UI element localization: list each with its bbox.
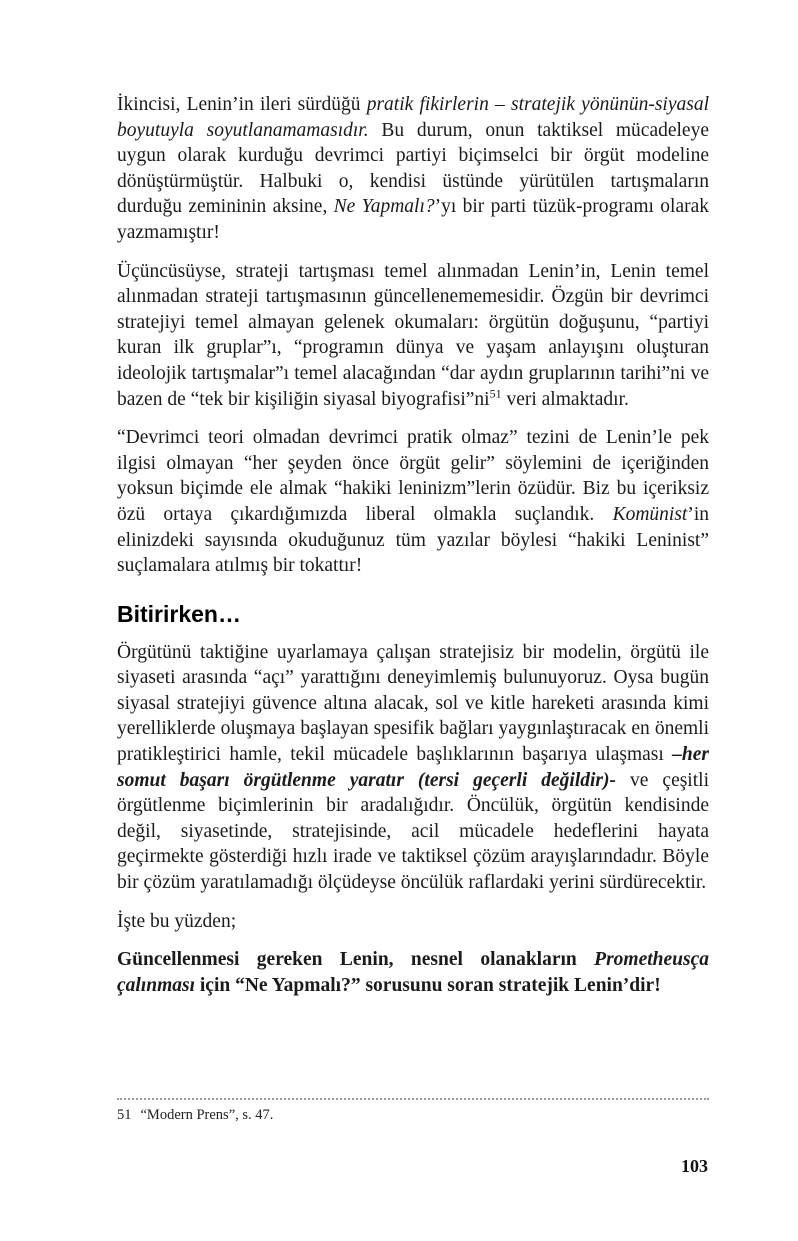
paragraph-ikincisi xyxy=(117,92,709,246)
paragraph-emphasis-closing xyxy=(117,947,709,998)
text-run: için “Ne Yapmalı?” sorusunu soran stratejik Lenin’dir! xyxy=(195,974,661,996)
section-heading: Bitirirken… xyxy=(117,600,241,627)
text-run: ’in elinizdeki sayısında okuduğunuz tüm yazılar böylesi “hakiki Leninist” suçlamalara atılmış bir tokattır! xyxy=(117,503,709,577)
footnote xyxy=(117,1106,709,1125)
paragraph-devrimci-teori xyxy=(117,425,709,579)
text-block xyxy=(117,92,709,1011)
footnote-divider xyxy=(117,1098,709,1100)
text-run: Güncellenmesi gereken Lenin, nesnel olanakların xyxy=(117,949,595,971)
text-run: İşte bu yüzden; xyxy=(117,910,237,932)
text-run: Prometheusça çalınması xyxy=(117,949,709,996)
paragraph-ucuncusuyse xyxy=(117,259,709,413)
footnote-reference: 51 xyxy=(489,386,502,401)
footnote-text: “Modern Prens”, s. 47. xyxy=(140,1107,274,1123)
text-run: İkincisi, Lenin’in ileri sürdüğü xyxy=(117,94,367,115)
paragraph-orgutunu xyxy=(117,640,709,896)
text-run: “Devrimci teori olmadan devrimci pratik olmaz” tezini de Lenin’le pek ilgisi olmayan “her şeyden önce örgüt gelir” söylemini de içeriğinden yoksun biçimde ele almak “hakiki leninizm”lerin özüdür. Biz bu içeriksiz özü ortaya çıkardığımızda liberal olmakla suçlandık. xyxy=(117,427,709,525)
footnote-number: 51 xyxy=(117,1107,132,1123)
text-run: Ne Yapmalı? xyxy=(333,196,435,218)
text-run: Bu durum, onun taktiksel mücadeleye uygun olarak kurduğu devrimci partiyi biçimselci bir örgüt modeline dönüştürmüştür. Halbuki o, kendisi üstünde yürütülen tartışmaların durduğu zemininin aksine, xyxy=(117,119,709,218)
text-run: ve çeşitli örgütlenme biçimlerinin bir aradalığıdır. Öncülük, örgütün kendisinde değil, siyasetinde, stratejisinde, acil mücadele hedeflerini hayata geçirmekte gösterdiği hızlı irade ve taktiksel çözüm arayışlarındadır. Böyle bir çözüm yaratılamadığı ölçüdeyse öncülük raflardaki yerini sürdürecektir. xyxy=(117,769,709,894)
text-run: –her somut başarı örgütlenme yaratır (tersi geçerli değildir)- xyxy=(117,744,709,791)
footnote-area xyxy=(117,1098,709,1125)
text-run: Örgütünü taktiğine uyarlamaya çalışan stratejisiz bir modelin, örgütü ile siyaseti arasında “açı” yarattığını deneyimlemiş bulunuyoruz. Oysa bugün siyasal stratejiyi güvence altına alacak, sol ve kitle hareketi arasında kimi yerelliklerde oluşmaya başlayan spesifik bağları yaygınlaştıracak en önemli pratikleştirici hamle, tekil mücadele başlıklarının başarıya ulaşması xyxy=(117,641,709,766)
paragraph-iste-bu-yuzden xyxy=(117,909,709,935)
page-number: 103 xyxy=(681,1156,708,1176)
text-run: Üçüncüsüyse, strateji tartışması temel alınmadan Lenin’in, Lenin temel alınmadan strateji tartışmasının güncellenememesidir. Özgün bir devrimci stratejiyi temel almayan gelenek okumaları: örgütün doğuşunu, “partiyi kuran ilk gruplar”ı, “programın dünya ve yaşam anlayışını oluşturan ideolojik tartışmalar”ı temel alacağından “dar aydın gruplarının tarihi”ni ve bazen de “tek bir kişiliğin siyasal biyografisi”ni xyxy=(117,260,709,410)
text-run: pratik fikirlerin – stratejik yönünün-siyasal boyutuyla soyutlanamamasıdır. xyxy=(117,94,709,141)
text-run: Komünist xyxy=(612,503,688,525)
text-run: veri almaktadır. xyxy=(501,388,629,410)
text-run: ’yı bir parti tüzük-programı olarak yazmamıştır! xyxy=(117,196,710,243)
